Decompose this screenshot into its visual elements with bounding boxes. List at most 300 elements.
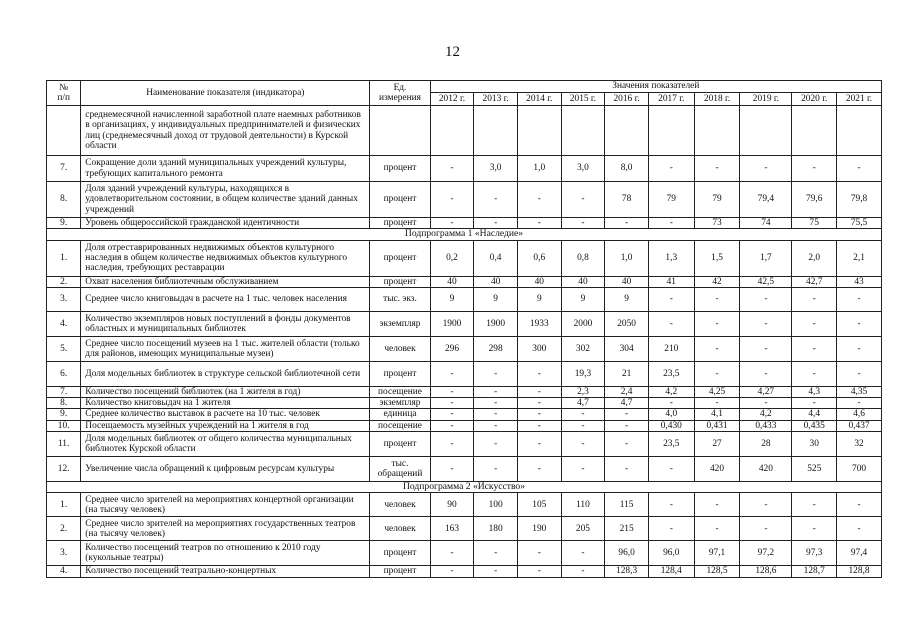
row-number: 4.	[47, 311, 81, 336]
value-cell: -	[740, 517, 792, 541]
value-cell: 73	[694, 218, 740, 229]
unit-cell: человек	[370, 517, 430, 541]
value-cell: 9	[605, 287, 649, 311]
value-cell: 42,7	[792, 276, 837, 287]
value-cell: 42	[694, 276, 740, 287]
value-cell: 0,430	[648, 420, 694, 431]
row-number: 1.	[47, 493, 81, 517]
value-cell: -	[474, 457, 518, 482]
value-cell: -	[648, 493, 694, 517]
value-cell: -	[561, 457, 605, 482]
value-cell: -	[561, 432, 605, 457]
header-name: Наименование показателя (индикатора)	[81, 81, 370, 106]
value-cell: 28	[740, 432, 792, 457]
value-cell: -	[605, 432, 649, 457]
value-cell: -	[792, 156, 837, 182]
value-cell: -	[517, 398, 561, 409]
header-year: 2018 г.	[694, 93, 740, 106]
value-cell: -	[430, 156, 474, 182]
value-cell: 525	[792, 457, 837, 482]
row-number: 2.	[47, 517, 81, 541]
value-cell: -	[430, 409, 474, 420]
value-cell: 96,0	[605, 541, 649, 566]
value-cell: -	[430, 432, 474, 457]
value-cell: -	[648, 398, 694, 409]
value-cell: 75,5	[837, 218, 882, 229]
indicator-name: Доля модельных библиотек от общего количества муниципальных библиотек Курской области	[81, 432, 370, 457]
indicator-name: Количество книговыдач на 1 жителя	[81, 398, 370, 409]
value-cell: 100	[474, 493, 518, 517]
value-cell: 700	[837, 457, 882, 482]
value-cell: 304	[605, 336, 649, 361]
indicator-name: Уровень общероссийской гражданской идентичности	[81, 218, 370, 229]
value-cell: 23,5	[648, 361, 694, 386]
indicator-name: Количество посещений театрально-концертных	[81, 566, 370, 577]
table-row	[47, 336, 882, 361]
value-cell	[474, 106, 518, 156]
section-row	[47, 482, 882, 493]
value-cell: 302	[561, 336, 605, 361]
value-cell: -	[740, 311, 792, 336]
value-cell: -	[474, 182, 518, 218]
table-row	[47, 287, 882, 311]
value-cell: 97,3	[792, 541, 837, 566]
value-cell: -	[792, 336, 837, 361]
value-cell: 128,3	[605, 566, 649, 577]
table-row	[47, 311, 882, 336]
value-cell: 2,0	[792, 240, 837, 276]
header-year: 2014 г.	[517, 93, 561, 106]
value-cell: -	[517, 182, 561, 218]
value-cell: 97,2	[740, 541, 792, 566]
value-cell: 32	[837, 432, 882, 457]
value-cell: -	[561, 420, 605, 431]
value-cell: -	[430, 361, 474, 386]
value-cell: -	[694, 336, 740, 361]
value-cell: 298	[474, 336, 518, 361]
value-cell	[430, 106, 474, 156]
value-cell: -	[517, 541, 561, 566]
unit-cell: посещение	[370, 386, 430, 397]
value-cell: 30	[792, 432, 837, 457]
value-cell: -	[474, 541, 518, 566]
value-cell: 215	[605, 517, 649, 541]
value-cell: -	[430, 386, 474, 397]
value-cell: 4,25	[694, 386, 740, 397]
value-cell: -	[837, 311, 882, 336]
value-cell: 1933	[517, 311, 561, 336]
unit-cell: процент	[370, 566, 430, 577]
header-year: 2013 г.	[474, 93, 518, 106]
value-cell: 4,4	[792, 409, 837, 420]
value-cell: 40	[561, 276, 605, 287]
value-cell: 300	[517, 336, 561, 361]
value-cell: 2,1	[837, 240, 882, 276]
value-cell: 0,433	[740, 420, 792, 431]
table-row	[47, 517, 882, 541]
value-cell: -	[694, 398, 740, 409]
value-cell: 4,27	[740, 386, 792, 397]
value-cell: 9	[474, 287, 518, 311]
value-cell: 3,0	[474, 156, 518, 182]
value-cell: 4,35	[837, 386, 882, 397]
value-cell: 79,8	[837, 182, 882, 218]
value-cell: 79	[648, 182, 694, 218]
value-cell: -	[561, 218, 605, 229]
unit-cell: экземпляр	[370, 311, 430, 336]
value-cell: -	[837, 517, 882, 541]
row-number: 3.	[47, 287, 81, 311]
value-cell: -	[792, 398, 837, 409]
value-cell: 40	[517, 276, 561, 287]
value-cell: -	[474, 432, 518, 457]
value-cell: -	[474, 386, 518, 397]
value-cell: -	[474, 409, 518, 420]
value-cell: 21	[605, 361, 649, 386]
value-cell: -	[605, 218, 649, 229]
value-cell: -	[837, 398, 882, 409]
value-cell: -	[792, 287, 837, 311]
value-cell: 40	[474, 276, 518, 287]
value-cell: 3,0	[561, 156, 605, 182]
header-year: 2017 г.	[648, 93, 694, 106]
row-number: 3.	[47, 541, 81, 566]
value-cell: -	[648, 218, 694, 229]
value-cell: 27	[694, 432, 740, 457]
value-cell: 97,1	[694, 541, 740, 566]
value-cell: 420	[694, 457, 740, 482]
unit-cell: человек	[370, 493, 430, 517]
value-cell: -	[430, 420, 474, 431]
row-number: 9.	[47, 218, 81, 229]
value-cell	[694, 106, 740, 156]
row-number: 4.	[47, 566, 81, 577]
value-cell: 74	[740, 218, 792, 229]
value-cell: 9	[561, 287, 605, 311]
table-row	[47, 182, 882, 218]
value-cell: -	[740, 287, 792, 311]
row-number: 6.	[47, 361, 81, 386]
value-cell: 420	[740, 457, 792, 482]
value-cell: 296	[430, 336, 474, 361]
value-cell: 163	[430, 517, 474, 541]
value-cell: 190	[517, 517, 561, 541]
value-cell: -	[694, 361, 740, 386]
value-cell: 4,3	[792, 386, 837, 397]
value-cell: -	[648, 457, 694, 482]
header-year: 2015 г.	[561, 93, 605, 106]
value-cell: 128,7	[792, 566, 837, 577]
value-cell: -	[561, 541, 605, 566]
value-cell	[517, 106, 561, 156]
value-cell: 4,7	[561, 398, 605, 409]
value-cell: 0,6	[517, 240, 561, 276]
value-cell: -	[648, 156, 694, 182]
value-cell: 96,0	[648, 541, 694, 566]
row-number: 1.	[47, 240, 81, 276]
value-cell: -	[474, 361, 518, 386]
table-row	[47, 106, 882, 156]
unit-cell: процент	[370, 218, 430, 229]
table-row	[47, 432, 882, 457]
value-cell: 110	[561, 493, 605, 517]
value-cell: 205	[561, 517, 605, 541]
value-cell: -	[792, 493, 837, 517]
value-cell: 2000	[561, 311, 605, 336]
table-row	[47, 386, 882, 397]
value-cell: 75	[792, 218, 837, 229]
value-cell: 4,0	[648, 409, 694, 420]
value-cell: 19,3	[561, 361, 605, 386]
unit-cell: тыс. экз.	[370, 287, 430, 311]
value-cell	[837, 106, 882, 156]
unit-cell: посещение	[370, 420, 430, 431]
value-cell	[648, 106, 694, 156]
header-year: 2019 г.	[740, 93, 792, 106]
table-row	[47, 493, 882, 517]
value-cell: 90	[430, 493, 474, 517]
row-number: 10.	[47, 420, 81, 431]
value-cell: 97,4	[837, 541, 882, 566]
row-number: 8.	[47, 182, 81, 218]
value-cell: 41	[648, 276, 694, 287]
indicator-name: Количество экземпляров новых поступлений в фонды документов областных и муниципальных библиотек	[81, 311, 370, 336]
value-cell: 42,5	[740, 276, 792, 287]
value-cell: -	[648, 311, 694, 336]
row-number: 5.	[47, 336, 81, 361]
unit-cell: процент	[370, 156, 430, 182]
value-cell: 0,435	[792, 420, 837, 431]
value-cell: -	[740, 493, 792, 517]
table-row	[47, 420, 882, 431]
value-cell: 128,5	[694, 566, 740, 577]
value-cell	[740, 106, 792, 156]
value-cell: -	[474, 218, 518, 229]
value-cell: -	[792, 361, 837, 386]
value-cell: -	[517, 566, 561, 577]
value-cell: 79,6	[792, 182, 837, 218]
header-year: 2012 г.	[430, 93, 474, 106]
value-cell: 0,8	[561, 240, 605, 276]
value-cell	[792, 106, 837, 156]
value-cell: -	[517, 361, 561, 386]
section-row	[47, 229, 882, 240]
value-cell: -	[517, 432, 561, 457]
value-cell: -	[474, 420, 518, 431]
unit-cell: процент	[370, 182, 430, 218]
indicator-name: Среднее число зрителей на мероприятиях концертной организации (на тысячу человек)	[81, 493, 370, 517]
value-cell: -	[740, 156, 792, 182]
value-cell: 180	[474, 517, 518, 541]
value-cell: -	[430, 541, 474, 566]
value-cell: -	[517, 409, 561, 420]
value-cell: 79,4	[740, 182, 792, 218]
value-cell: -	[605, 420, 649, 431]
unit-cell: процент	[370, 541, 430, 566]
header-num: № п/п	[47, 81, 81, 106]
value-cell: -	[837, 336, 882, 361]
value-cell: 128,4	[648, 566, 694, 577]
row-number	[47, 106, 81, 156]
table-row	[47, 218, 882, 229]
section-title: Подпрограмма 2 «Искусство»	[47, 482, 882, 493]
value-cell: 115	[605, 493, 649, 517]
value-cell: -	[517, 386, 561, 397]
value-cell: -	[694, 311, 740, 336]
indicator-name: Среднее количество выставок в расчете на 10 тыс. человек	[81, 409, 370, 420]
value-cell: -	[837, 156, 882, 182]
value-cell: -	[561, 566, 605, 577]
value-cell: 4,2	[648, 386, 694, 397]
unit-cell: процент	[370, 276, 430, 287]
value-cell: -	[740, 336, 792, 361]
table-row	[47, 398, 882, 409]
page-number: 12	[445, 44, 460, 60]
header-unit: Ед. измерения	[370, 81, 430, 106]
table-row	[47, 276, 882, 287]
table-row	[47, 361, 882, 386]
indicator-name: Охват населения библиотечным обслуживанием	[81, 276, 370, 287]
value-cell: 9	[430, 287, 474, 311]
section-title: Подпрограмма 1 «Наследие»	[47, 229, 882, 240]
value-cell: 79	[694, 182, 740, 218]
indicator-name: Увеличение числа обращений к цифровым ресурсам культуры	[81, 457, 370, 482]
row-number: 7.	[47, 386, 81, 397]
row-number: 2.	[47, 276, 81, 287]
row-number: 11.	[47, 432, 81, 457]
value-cell: 128,8	[837, 566, 882, 577]
value-cell: 128,6	[740, 566, 792, 577]
table-row	[47, 240, 882, 276]
table-row	[47, 156, 882, 182]
value-cell: -	[792, 517, 837, 541]
value-cell: 23,5	[648, 432, 694, 457]
value-cell: 2050	[605, 311, 649, 336]
value-cell: 1,0	[605, 240, 649, 276]
value-cell: 0,431	[694, 420, 740, 431]
value-cell: -	[517, 457, 561, 482]
indicators-table	[46, 80, 882, 578]
unit-cell: тыс. обращений	[370, 457, 430, 482]
value-cell: -	[605, 409, 649, 420]
value-cell: 1,7	[740, 240, 792, 276]
value-cell: 78	[605, 182, 649, 218]
row-number: 12.	[47, 457, 81, 482]
value-cell: 1,3	[648, 240, 694, 276]
value-cell: -	[837, 493, 882, 517]
value-cell: -	[561, 409, 605, 420]
value-cell: -	[561, 182, 605, 218]
value-cell: 8,0	[605, 156, 649, 182]
value-cell: 1,5	[694, 240, 740, 276]
value-cell: 1,0	[517, 156, 561, 182]
indicator-name: Количество посещений театров по отношению к 2010 году (кукольные театры)	[81, 541, 370, 566]
value-cell: 105	[517, 493, 561, 517]
indicator-name: Сокращение доли зданий муниципальных учреждений культуры, требующих капитального ремонта	[81, 156, 370, 182]
value-cell: -	[694, 156, 740, 182]
value-cell: -	[430, 457, 474, 482]
table-row	[47, 409, 882, 420]
indicator-name: среднемесячной начисленной заработной плате наемных работников в организациях, у индивидуальных предпринимателей и физических лиц (среднемесячный доход от трудовой деятельности) в Курской области	[81, 106, 370, 156]
unit-cell: единица	[370, 409, 430, 420]
value-cell: 210	[648, 336, 694, 361]
indicator-name: Среднее число посещений музеев на 1 тыс. жителей области (только для районов, имеющих муниципальные музеи)	[81, 336, 370, 361]
unit-cell: процент	[370, 240, 430, 276]
value-cell: 1900	[430, 311, 474, 336]
indicator-name: Среднее число книговыдач в расчете на 1 тыс. человек населения	[81, 287, 370, 311]
value-cell: -	[430, 182, 474, 218]
value-cell: 4,6	[837, 409, 882, 420]
value-cell: -	[474, 398, 518, 409]
header-year: 2016 г.	[605, 93, 649, 106]
value-cell: 4,7	[605, 398, 649, 409]
value-cell: -	[430, 566, 474, 577]
value-cell: -	[837, 361, 882, 386]
indicator-name: Среднее число зрителей на мероприятиях государственных театров (на тысячу человек)	[81, 517, 370, 541]
value-cell: 0,4	[474, 240, 518, 276]
value-cell: 4,2	[740, 409, 792, 420]
value-cell: -	[605, 457, 649, 482]
value-cell	[605, 106, 649, 156]
value-cell: -	[792, 311, 837, 336]
table-row	[47, 566, 882, 577]
value-cell: 43	[837, 276, 882, 287]
value-cell: -	[648, 517, 694, 541]
value-cell: 2,3	[561, 386, 605, 397]
row-number: 7.	[47, 156, 81, 182]
unit-cell: человек	[370, 336, 430, 361]
value-cell: 9	[517, 287, 561, 311]
value-cell: -	[517, 420, 561, 431]
value-cell: -	[694, 517, 740, 541]
row-number: 9.	[47, 409, 81, 420]
header-values: Значения показателей	[430, 81, 881, 93]
indicator-name: Доля зданий учреждений культуры, находящихся в удовлетворительном состоянии, в общем количестве зданий данных учреждений	[81, 182, 370, 218]
value-cell: -	[430, 218, 474, 229]
value-cell: 0,2	[430, 240, 474, 276]
value-cell: -	[648, 287, 694, 311]
unit-cell	[370, 106, 430, 156]
indicator-name: Посещаемость музейных учреждений на 1 жителя в год	[81, 420, 370, 431]
unit-cell: процент	[370, 432, 430, 457]
indicator-name: Доля отреставрированных недвижимых объектов культурного наследия в общем количестве недвижимых объектов культурного наследия, требующих реставрации	[81, 240, 370, 276]
value-cell: -	[837, 287, 882, 311]
unit-cell: процент	[370, 361, 430, 386]
value-cell: -	[474, 566, 518, 577]
header-year: 2021 г.	[837, 93, 882, 106]
row-number: 8.	[47, 398, 81, 409]
value-cell: -	[740, 398, 792, 409]
value-cell: 2,4	[605, 386, 649, 397]
value-cell	[561, 106, 605, 156]
value-cell: -	[694, 493, 740, 517]
value-cell: -	[430, 398, 474, 409]
value-cell: -	[694, 287, 740, 311]
value-cell: 1900	[474, 311, 518, 336]
value-cell: 40	[605, 276, 649, 287]
value-cell: 40	[430, 276, 474, 287]
value-cell: -	[517, 218, 561, 229]
header-year: 2020 г.	[792, 93, 837, 106]
table-row	[47, 457, 882, 482]
indicator-name: Доля модельных библиотек в структуре сельской библиотечной сети	[81, 361, 370, 386]
unit-cell: экземпляр	[370, 398, 430, 409]
indicator-name: Количество посещений библиотек (на 1 жителя в год)	[81, 386, 370, 397]
value-cell: 4,1	[694, 409, 740, 420]
value-cell: 0,437	[837, 420, 882, 431]
table-row	[47, 541, 882, 566]
value-cell: -	[740, 361, 792, 386]
